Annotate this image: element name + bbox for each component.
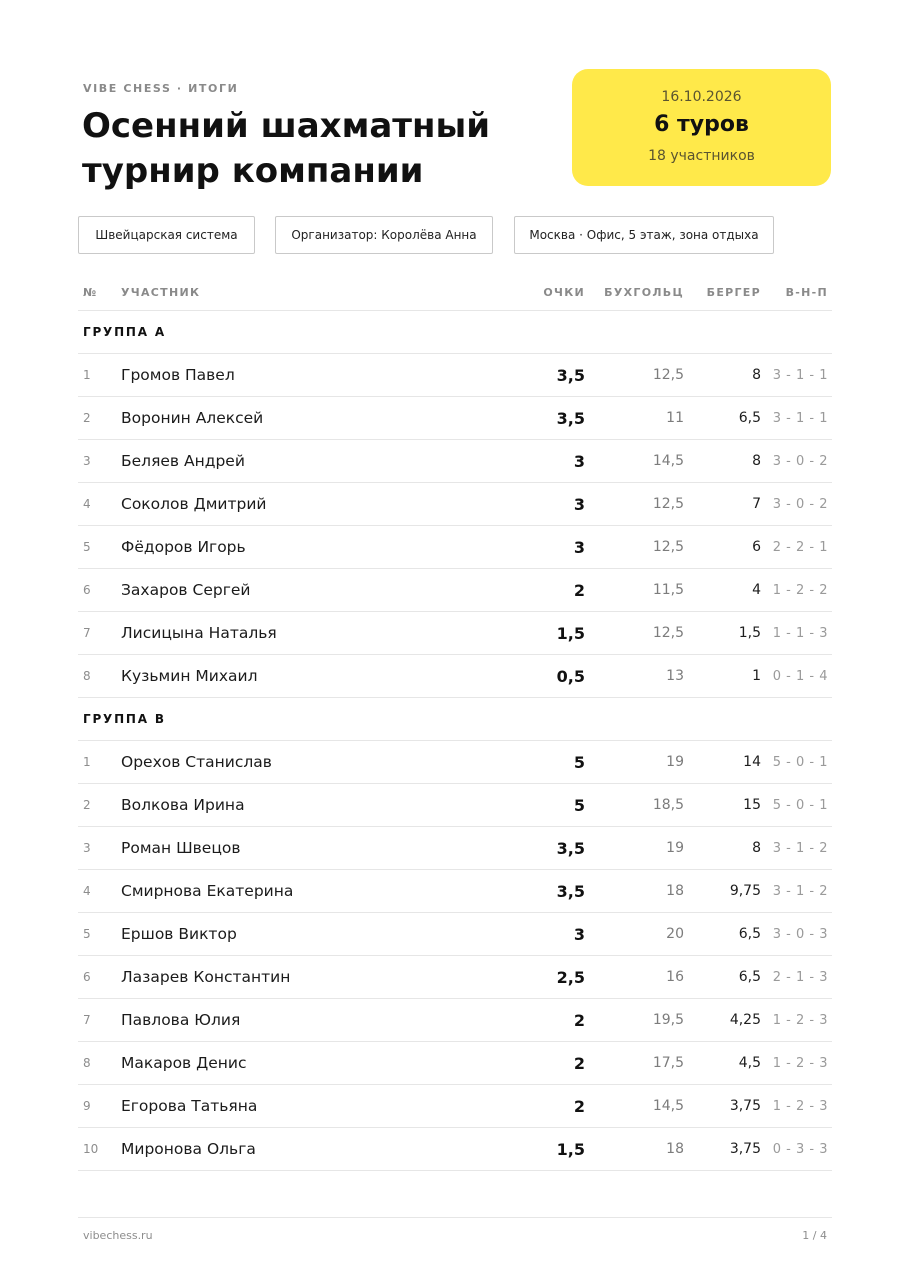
player-buchholz: 11,5 <box>652 582 684 598</box>
player-name: Макаров Денис <box>121 1054 247 1072</box>
player-buchholz: 12,5 <box>652 625 684 641</box>
player-points: 2 <box>573 1096 585 1116</box>
player-buchholz: 18 <box>666 883 684 899</box>
summary-card <box>572 69 831 186</box>
row-num: 4 <box>83 497 91 511</box>
player-points: 2 <box>573 1010 585 1030</box>
page-title: Осенний шахматный турнир компании <box>82 106 491 191</box>
player-points: 3,5 <box>556 408 585 428</box>
player-buchholz: 12,5 <box>652 539 684 555</box>
player-points: 2 <box>573 1053 585 1073</box>
page-footer <box>78 1217 832 1254</box>
page-number: 1 / 4 <box>802 1229 827 1242</box>
player-name: Ершов Виктор <box>121 925 237 943</box>
group-header <box>78 698 832 741</box>
player-wdl: 3 - 0 - 2 <box>772 453 828 469</box>
player-wdl: 1 - 2 - 3 <box>772 1098 828 1114</box>
row-num: 2 <box>83 798 91 812</box>
player-name: Беляев Андрей <box>121 452 245 470</box>
row-num: 5 <box>83 927 91 941</box>
row-num: 10 <box>83 1142 99 1156</box>
player-name: Соколов Дмитрий <box>121 495 267 513</box>
row-num: 1 <box>83 755 91 769</box>
row-num: 2 <box>83 411 91 425</box>
group-label: ГРУППА B <box>83 712 166 726</box>
player-wdl: 3 - 1 - 1 <box>772 410 828 426</box>
player-points: 1,5 <box>556 623 585 643</box>
row-num: 6 <box>83 583 91 597</box>
player-points: 5 <box>573 752 585 772</box>
table-row <box>78 354 832 397</box>
group-header <box>78 311 832 354</box>
player-name: Кузьмин Михаил <box>121 667 258 685</box>
player-buchholz: 19,5 <box>652 1012 684 1028</box>
player-buchholz: 20 <box>666 926 684 942</box>
player-wdl: 5 - 0 - 1 <box>772 754 828 770</box>
player-berger: 4,5 <box>738 1055 761 1071</box>
player-name: Миронова Ольга <box>121 1140 256 1158</box>
row-num: 7 <box>83 1013 91 1027</box>
player-wdl: 1 - 2 - 2 <box>772 582 828 598</box>
table-row <box>78 913 832 956</box>
player-name: Смирнова Екатерина <box>121 882 294 900</box>
player-berger: 8 <box>752 840 761 856</box>
table-row <box>78 784 832 827</box>
tag-system: Швейцарская система <box>78 216 255 254</box>
table-row <box>78 655 832 698</box>
table-row <box>78 827 832 870</box>
row-num: 3 <box>83 454 91 468</box>
player-berger: 3,75 <box>729 1098 761 1114</box>
row-num: 8 <box>83 1056 91 1070</box>
player-wdl: 3 - 0 - 3 <box>772 926 828 942</box>
table-row <box>78 612 832 655</box>
player-buchholz: 14,5 <box>652 453 684 469</box>
table-header <box>78 274 832 311</box>
table-row <box>78 870 832 913</box>
standings-table <box>78 274 832 1171</box>
player-points: 3,5 <box>556 881 585 901</box>
group-label: ГРУППА A <box>83 325 166 339</box>
table-row <box>78 741 832 784</box>
player-wdl: 3 - 1 - 2 <box>772 883 828 899</box>
player-berger: 14 <box>743 754 761 770</box>
player-berger: 7 <box>752 496 761 512</box>
player-name: Воронин Алексей <box>121 409 264 427</box>
header-num: № <box>83 285 97 299</box>
row-num: 7 <box>83 626 91 640</box>
player-wdl: 1 - 1 - 3 <box>772 625 828 641</box>
player-wdl: 3 - 0 - 2 <box>772 496 828 512</box>
player-berger: 6,5 <box>738 926 761 942</box>
player-berger: 6,5 <box>738 969 761 985</box>
player-buchholz: 12,5 <box>652 496 684 512</box>
header-buchholz: БУХГОЛЬЦ <box>604 285 684 299</box>
player-wdl: 1 - 2 - 3 <box>772 1012 828 1028</box>
table-row <box>78 569 832 612</box>
table-row <box>78 999 832 1042</box>
player-berger: 6,5 <box>738 410 761 426</box>
player-berger: 15 <box>743 797 761 813</box>
footer-site: vibechess.ru <box>83 1229 153 1242</box>
header-berger: БЕРГЕР <box>706 285 761 299</box>
table-row <box>78 397 832 440</box>
player-points: 3 <box>573 924 585 944</box>
player-buchholz: 16 <box>666 969 684 985</box>
row-num: 9 <box>83 1099 91 1113</box>
player-buchholz: 18,5 <box>652 797 684 813</box>
table-row <box>78 956 832 999</box>
header-wdl: В-Н-П <box>785 285 828 299</box>
player-name: Роман Швецов <box>121 839 241 857</box>
row-num: 6 <box>83 970 91 984</box>
player-name: Захаров Сергей <box>121 581 251 599</box>
player-points: 5 <box>573 795 585 815</box>
row-num: 4 <box>83 884 91 898</box>
player-wdl: 2 - 2 - 1 <box>772 539 828 555</box>
table-row <box>78 1085 832 1128</box>
player-berger: 4 <box>752 582 761 598</box>
player-name: Громов Павел <box>121 366 235 384</box>
player-berger: 8 <box>752 453 761 469</box>
player-points: 2 <box>573 580 585 600</box>
players-count: 18 участников <box>648 148 755 164</box>
player-points: 3 <box>573 494 585 514</box>
row-num: 5 <box>83 540 91 554</box>
row-num: 1 <box>83 368 91 382</box>
player-wdl: 3 - 1 - 2 <box>772 840 828 856</box>
player-berger: 4,25 <box>729 1012 761 1028</box>
player-points: 3,5 <box>556 838 585 858</box>
player-points: 1,5 <box>556 1139 585 1159</box>
rounds-count: 6 туров <box>654 112 749 137</box>
table-row <box>78 526 832 569</box>
player-wdl: 3 - 1 - 1 <box>772 367 828 383</box>
player-wdl: 0 - 1 - 4 <box>772 668 828 684</box>
tag-organizer: Организатор: Королёва Анна <box>275 216 493 254</box>
row-num: 8 <box>83 669 91 683</box>
player-name: Волкова Ирина <box>121 796 245 814</box>
tag-location: Москва · Офис, 5 этаж, зона отдыха <box>514 216 774 254</box>
table-row <box>78 440 832 483</box>
header-name: УЧАСТНИК <box>121 285 201 299</box>
player-buchholz: 11 <box>666 410 684 426</box>
row-num: 3 <box>83 841 91 855</box>
header-points: ОЧКИ <box>543 285 585 299</box>
player-points: 0,5 <box>556 666 585 686</box>
results-page <box>78 0 832 1287</box>
player-name: Павлова Юлия <box>121 1011 241 1029</box>
player-wdl: 0 - 3 - 3 <box>772 1141 828 1157</box>
player-buchholz: 18 <box>666 1141 684 1157</box>
player-buchholz: 14,5 <box>652 1098 684 1114</box>
player-name: Лазарев Константин <box>121 968 291 986</box>
table-row <box>78 1042 832 1085</box>
player-points: 3 <box>573 451 585 471</box>
table-row <box>78 483 832 526</box>
player-name: Орехов Станислав <box>121 753 272 771</box>
player-points: 3,5 <box>556 365 585 385</box>
player-berger: 8 <box>752 367 761 383</box>
player-name: Лисицына Наталья <box>121 624 277 642</box>
player-buchholz: 12,5 <box>652 367 684 383</box>
player-berger: 6 <box>752 539 761 555</box>
player-buchholz: 19 <box>666 840 684 856</box>
eyebrow-label: VIBE CHESS · ИТОГИ <box>83 82 239 95</box>
player-points: 3 <box>573 537 585 557</box>
player-wdl: 1 - 2 - 3 <box>772 1055 828 1071</box>
player-berger: 3,75 <box>729 1141 761 1157</box>
player-berger: 1,5 <box>738 625 761 641</box>
tournament-date: 16.10.2026 <box>661 89 742 105</box>
table-row <box>78 1128 832 1171</box>
player-points: 2,5 <box>556 967 585 987</box>
player-wdl: 2 - 1 - 3 <box>772 969 828 985</box>
player-berger: 1 <box>752 668 761 684</box>
player-buchholz: 19 <box>666 754 684 770</box>
player-berger: 9,75 <box>729 883 761 899</box>
player-name: Егорова Татьяна <box>121 1097 258 1115</box>
player-name: Фёдоров Игорь <box>121 538 246 556</box>
player-buchholz: 17,5 <box>652 1055 684 1071</box>
player-wdl: 5 - 0 - 1 <box>772 797 828 813</box>
player-buchholz: 13 <box>666 668 684 684</box>
